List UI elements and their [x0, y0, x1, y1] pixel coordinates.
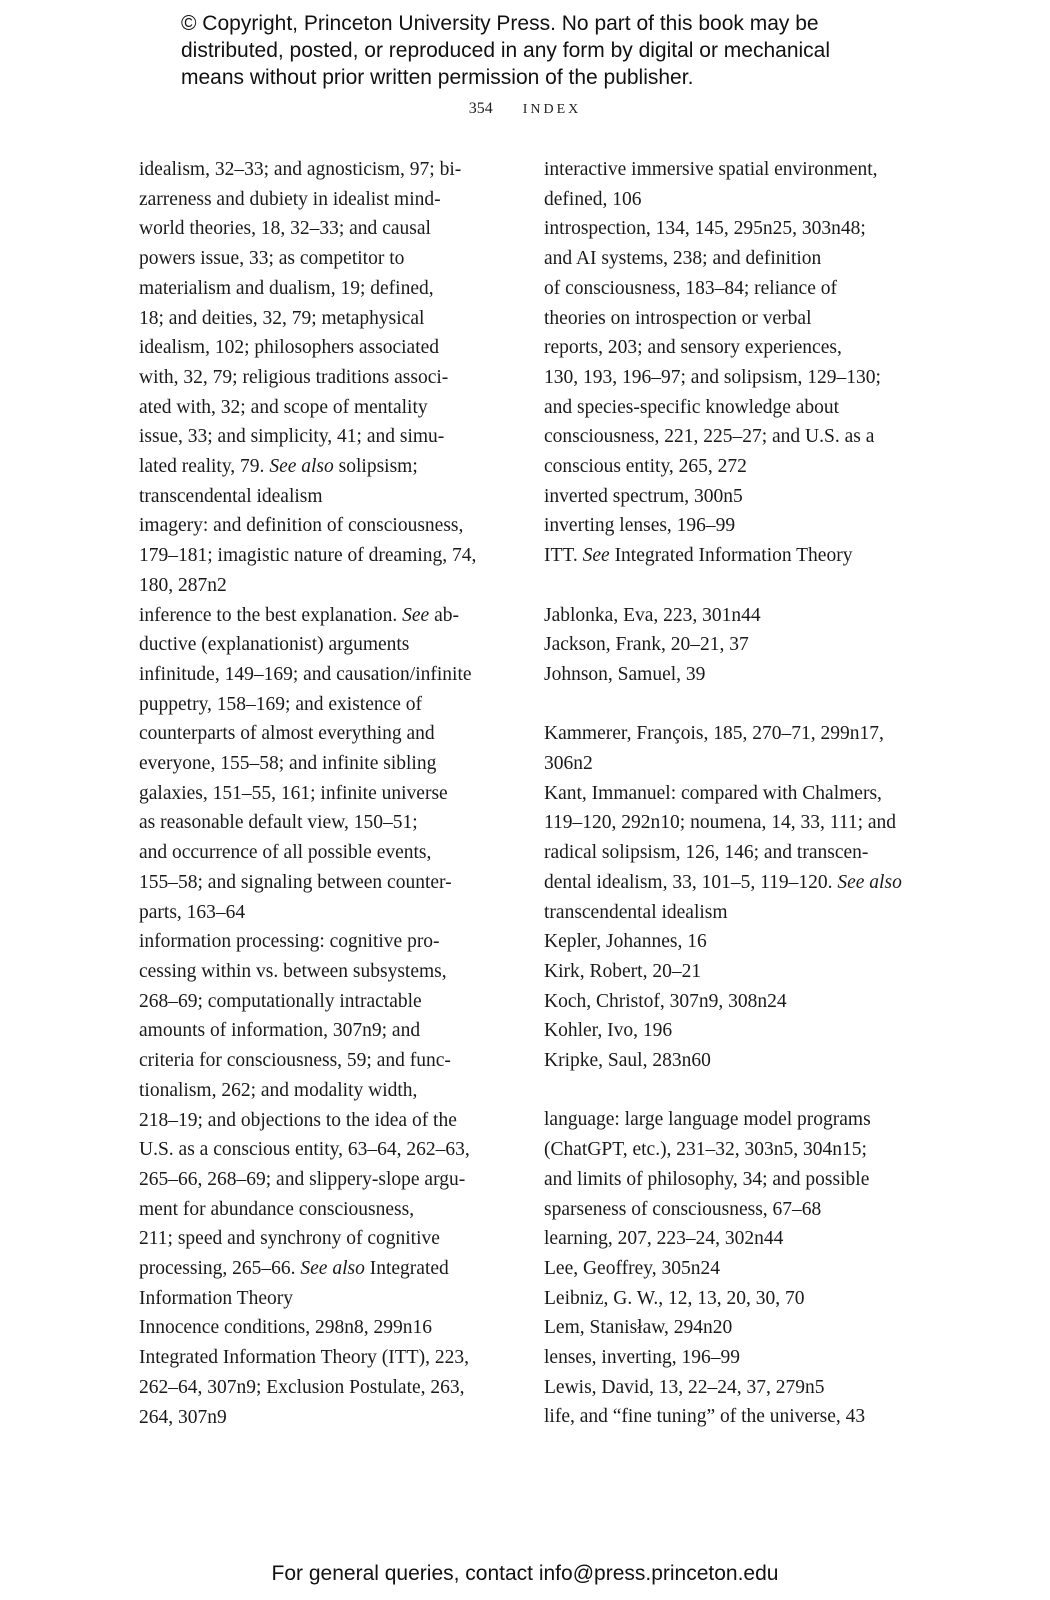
index-entry: Kammerer, François, 185, 270–71, 299n17, 306n2: [544, 723, 884, 775]
index-entry: inverting lenses, 196–99: [544, 515, 736, 537]
index-entry: Leibniz, G. W., 12, 13, 20, 30, 70: [544, 1287, 805, 1309]
index-entry: Kripke, Saul, 283n60: [544, 1050, 711, 1072]
letter-group-gap: [544, 1076, 924, 1106]
index-entry: Lem, Stanisław, 294n20: [544, 1317, 733, 1339]
index-entry: Koch, Christof, 307n9, 308n24: [544, 990, 787, 1012]
index-entry: Kepler, Johannes, 16: [544, 931, 707, 953]
index-entry: Lee, Geoffrey, 305n24: [544, 1257, 720, 1279]
index-entry: interactive immersive spatial environment, defined, 106: [544, 159, 878, 210]
index-entry: infinitude, 149–169; and causation/infinite puppetry, 158–169; and existence of counterparts of almost everything and everyone, 155–58; and infinite sibling galaxies, 151–55, 161; infinite universe as reasonable default view, 150–51; and occurrence of all possible events, 155–58; and signaling between counter- parts, 163–64: [139, 663, 472, 923]
index-entry: information processing: cognitive pro- cessing within vs. between subsystems, 268–69; computationally intractable amounts of information, 307n9; and criteria for consciousness, 59; and func- tionalism, 262; and modality width, 218–19; and objections to the idea of the U.S. as a conscious entity, 63–64, 262–63, 265–66, 268–69; and slippery-slope argu- ment for abundance consciousness, 211; speed and synchrony of cognitive processing, 265–66. See also Integrated Information Theory: [139, 931, 470, 1309]
index-entry: learning, 207, 223–24, 302n44: [544, 1228, 784, 1250]
index-column-left: [139, 155, 519, 1432]
index-entry: idealism, 32–33; and agnosticism, 97; bi- zarreness and dubiety in idealist mind- world theories, 18, 32–33; and causal powers issue, 33; as competitor to materialism and dualism, 19; defined, 18; and deities, 32, 79; metaphysical idealism, 102; philosophers associated with, 32, 79; religious traditions associ- ated with, 32; and scope of mentality issue, 33; and simplicity, 41; and simu- lated reality, 79. See also solipsism; transcendental idealism: [139, 159, 462, 507]
index-entry: Integrated Information Theory (ITT), 223, 262–64, 307n9; Exclusion Postulate, 263, 264, 307n9: [139, 1347, 469, 1428]
index-column-right: [544, 155, 924, 1432]
copyright-line: © Copyright, Princeton University Press. No part of this book may be: [181, 12, 819, 35]
index-entry: Johnson, Samuel, 39: [544, 663, 706, 685]
page-number: 354: [468, 100, 493, 117]
copyright-notice: [181, 10, 941, 91]
copyright-line: distributed, posted, or reproduced in any form by digital or mechanical: [181, 39, 831, 62]
index-entry: Kirk, Robert, 20–21: [544, 960, 702, 982]
index-entry: ITT. See Integrated Information Theory: [544, 545, 853, 567]
index-entry: inverted spectrum, 300n5: [544, 485, 743, 507]
index-entry: Kant, Immanuel: compared with Chalmers, 119–120, 292n10; noumena, 14, 33, 111; and radical solipsism, 126, 146; and transcen- dental idealism, 33, 101–5, 119–120. See also transcendental idealism: [544, 782, 902, 923]
index-entry: Jackson, Frank, 20–21, 37: [544, 634, 749, 656]
letter-group-gap: [544, 571, 924, 601]
index-entry: Innocence conditions, 298n8, 299n16: [139, 1317, 432, 1339]
index-entry: inference to the best explanation. See ab- ductive (explanationist) arguments: [139, 604, 459, 656]
index-entry: imagery: and definition of consciousness, 179–181; imagistic nature of dreaming, 74, 180, 287n2: [139, 515, 477, 596]
copyright-line: means without prior written permission of the publisher.: [181, 66, 694, 89]
index-entry: lenses, inverting, 196–99: [544, 1347, 741, 1369]
running-head: [0, 100, 1050, 118]
index-entry: Jablonka, Eva, 223, 301n44: [544, 604, 761, 626]
section-title: INDEX: [522, 102, 582, 117]
letter-group-gap: [544, 690, 924, 720]
index-entry: introspection, 134, 145, 295n25, 303n48; and AI systems, 238; and definition of consciousness, 183–84; reliance of theories on introspection or verbal reports, 203; and sensory experiences, 130, 193, 196–97; and solipsism, 129–130; and species-specific knowledge about consciousness, 221, 225–27; and U.S. as a conscious entity, 265, 272: [544, 218, 881, 478]
index-entry: life, and “fine tuning” of the universe, 43: [544, 1406, 866, 1428]
index-entry: Kohler, Ivo, 196: [544, 1020, 673, 1042]
footer-contact: For general queries, contact info@press.princeton.edu: [271, 1562, 779, 1585]
index-entry: language: large language model programs (ChatGPT, etc.), 231–32, 303n5, 304n15; and limits of philosophy, 34; and possible sparseness of consciousness, 67–68: [544, 1109, 871, 1220]
index-entry: Lewis, David, 13, 22–24, 37, 279n5: [544, 1376, 825, 1398]
